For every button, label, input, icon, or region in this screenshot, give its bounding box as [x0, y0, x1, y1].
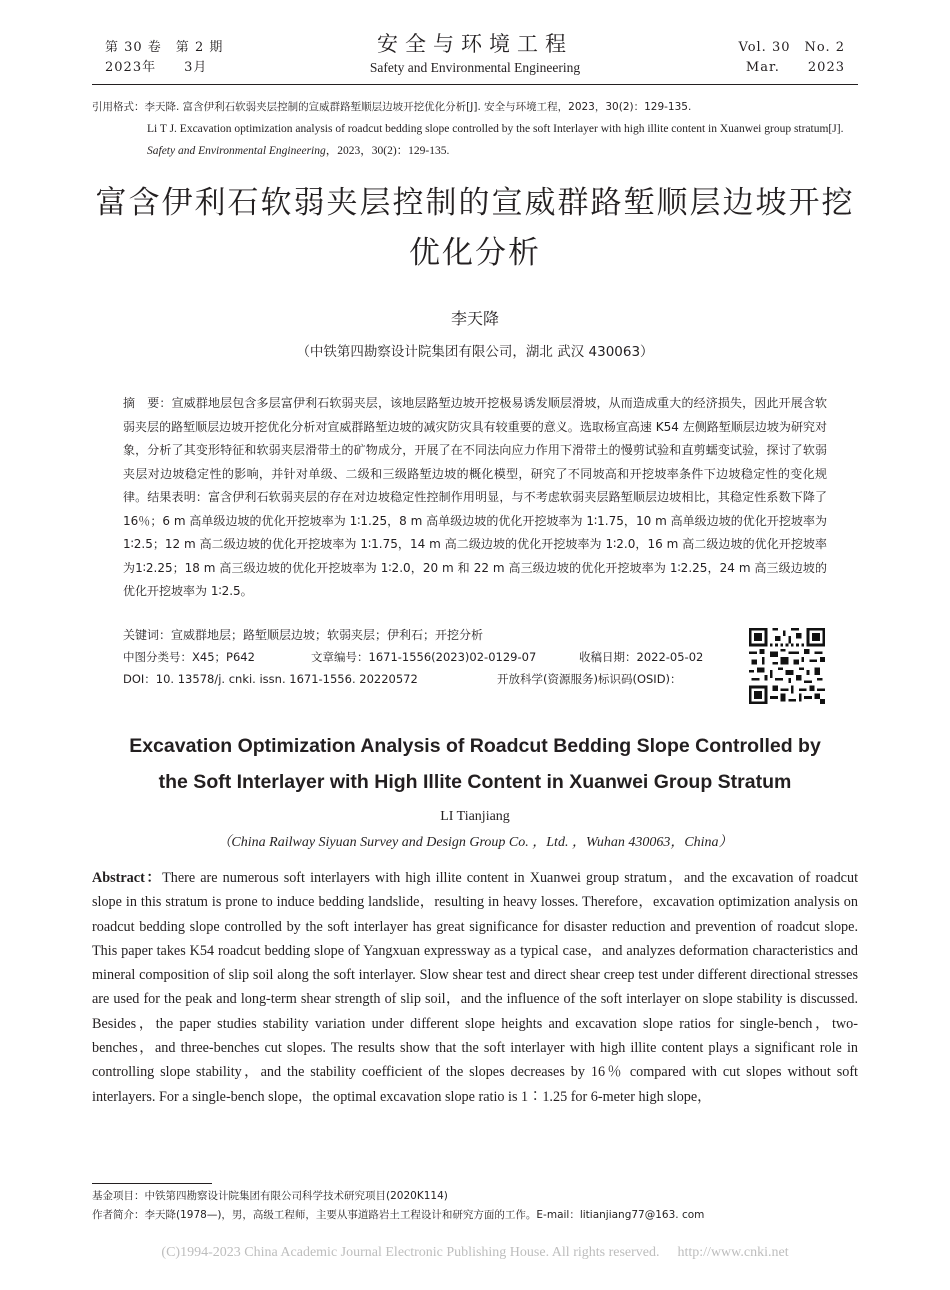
header-rule — [92, 84, 858, 85]
citation-en-journal: Safety and Environmental Engineering — [147, 145, 326, 157]
copyright-text: (C)1994-2023 China Academic Journal Electronic Publishing House. All rights reserved. — [161, 1245, 660, 1260]
header-volume-en — [739, 38, 846, 78]
title-en-line2: the Soft Interlayer with High Illite Content in Xuanwei Group Stratum — [158, 771, 792, 793]
received-date: 收稿日期：2022-05-02 — [579, 650, 704, 664]
author-en: LI Tianjiang — [440, 809, 510, 824]
paper-title-en — [92, 728, 858, 800]
abstract-en-label: Abstract： — [92, 870, 163, 886]
osid-label: 开放科学(资源服务)标识码(OSID)： — [497, 672, 682, 686]
footnote-rule — [92, 1183, 212, 1184]
copyright-line — [0, 1243, 950, 1263]
doi: DOI：10. 13578/j. cnki. issn. 1671-1556. 20220572 — [123, 672, 418, 686]
volume-issue-cn: 第 30 卷 第 2 期 — [105, 40, 224, 55]
abstract-cn — [123, 392, 827, 604]
citation-en-part2: ，2023，30(2)：129-135. — [325, 145, 450, 157]
paper-title-cn — [92, 178, 858, 278]
volume-issue-en: Vol. 30 No. 2 — [738, 40, 845, 55]
article-number: 文章编号：1671-1556(2023)02-0129-07 — [311, 650, 537, 664]
citation-block — [92, 96, 858, 162]
keywords-cn: 关键词：宣威群地层；路堑顺层边坡；软弱夹层；伊利石；开挖分析 — [123, 628, 484, 642]
citation-cn: 引用格式：李天降. 富含伊利石软弱夹层控制的宣威群路堑顺层边坡开挖优化分析[J]. 安全与环境工程，2023，30(2)：129-135. — [92, 101, 692, 113]
date-cn: 2023年 3月 — [105, 60, 208, 75]
copyright-url: http://www.cnki.net — [677, 1245, 789, 1260]
abstract-en — [92, 866, 858, 1109]
journal-header — [300, 30, 650, 78]
title-cn-line1: 富含伊利石软弱夹层控制的宣威群路堑顺层边坡开挖 — [95, 185, 855, 221]
date-en: Mar. 2023 — [745, 60, 845, 75]
footnote-author: 作者简介：李天降(1978—)，男，高级工程师，主要从事道路岩土工程设计和研究方面的工作。E-mail：litianjiang77@163. com — [92, 1209, 705, 1221]
citation-en-part1: Li T J. Excavation optimization analysis of roadcut bedding slope controlled by the soft Interlayer with high illite content in Xuanwei group stratum[J]. — [147, 123, 844, 135]
citation-en — [92, 118, 858, 162]
osid-qr-code — [749, 628, 825, 704]
abstract-cn-text: 宣威群地层包含多层富伊利石软弱夹层，该地层路堑边坡开挖极易诱发顺层滑坡，从而造成重大的经济损失，因此开展含软弱夹层的路堑顺层边坡开挖优化分析对宣威群路堑边坡的减灾防灾具有较重要的意义。选取杨宣高速 K54 左侧路堑顺层边坡为研究对象，分析了其变形特征和软弱夹层滑带土的矿物成分，开展了在不同法向应力作用下滑带土的慢剪试验和直剪蠕变试验，探讨了软弱夹层对边坡稳定性的影响，并针对单级、二级和三级路堑边坡的概化模型，研究了不同坡高和开挖坡率条件下边坡稳定性的变化规律。结果表明：富含伊利石软弱夹层的存在对边坡稳定性控制作用明显，与不考虑软弱夹层路堑顺层边坡相比，其稳定性系数下降了 16％；6 m 高单级边坡的优化开挖坡率为 1∶1.25，8 m 高单级边坡的优化开挖坡率为 1∶1.75，10 m 高单级边坡的优化开挖坡率为 1∶2.5；12 m 高二级边坡的优化开挖坡率为 1∶1.75，14 m 高二级边坡的优化开挖坡率为 1∶2.0，16 m 高二级边坡的优化开挖坡率为1∶2.25；18 m 高三级边坡的优化开挖坡率为 1∶2.0，20 m 和 22 m 高三级边坡的优化开挖坡率为 1∶2.25，24 m 高三级边坡的优化开挖坡率为 1∶2.5。 — [123, 396, 827, 598]
affiliation-en: （China Railway Siyuan Survey and Design Group Co. ，Ltd. ，Wuhan 430063，China） — [217, 835, 733, 850]
abstract-cn-label: 摘 要： — [123, 396, 172, 410]
affiliation-cn: （中铁第四勘察设计院集团有限公司，湖北 武汉 430063） — [296, 344, 654, 360]
journal-title-cn: 安全与环境工程 — [377, 32, 573, 56]
footnote-fund: 基金项目：中铁第四勘察设计院集团有限公司科学技术研究项目(2020K114) — [92, 1190, 448, 1202]
journal-title-en: Safety and Environmental Engineering — [369, 60, 581, 75]
title-en-line1: Excavation Optimization Analysis of Roadcut Bedding Slope Controlled by — [129, 735, 821, 757]
abstract-en-text: There are numerous soft interlayers with high illite content in Xuanwei group stratum，and the excavation of roadcut slope in this stratum is prone to induce bedding landslide，resulting in heavy losses. Therefore，excavation optimization analysis on roadcut bedding slope controlled by the soft interlayer has great significance for disaster reduction and prevention of roadcut slope. This paper takes K54 roadcut bedding slope of Yangxuan expressway as a typical case，and analyzes deformation characteristics and mineral composition of slip soil along the soft interlayer. Slow shear test and direct shear creep test under different directional stresses are used for the peak and long-term shear strength of slip soil，and the influence of the soft interlayer on slope stability is discussed. Besides，the paper studies stability variation under different slope heights and excavation slope ratios for single-bench，two-benches，and three-benches cut slopes. The results show that the soft interlayer with high illite content plays a significant role in controlling slope stability，and the stability coefficient of the slopes decreases by 16％ compared with cut slopes without soft interlayers. For a single-bench slope，the optimal excavation slope ratio is 1∶1.25 for 6-meter high slope， — [92, 870, 859, 1105]
header-volume-cn — [105, 38, 223, 78]
clc-number: 中图分类号：X45；P642 — [123, 650, 255, 664]
title-cn-line2: 优化分析 — [409, 235, 541, 271]
author-cn: 李天降 — [450, 309, 499, 328]
article-meta-row — [123, 646, 703, 668]
doi-row — [123, 668, 682, 690]
